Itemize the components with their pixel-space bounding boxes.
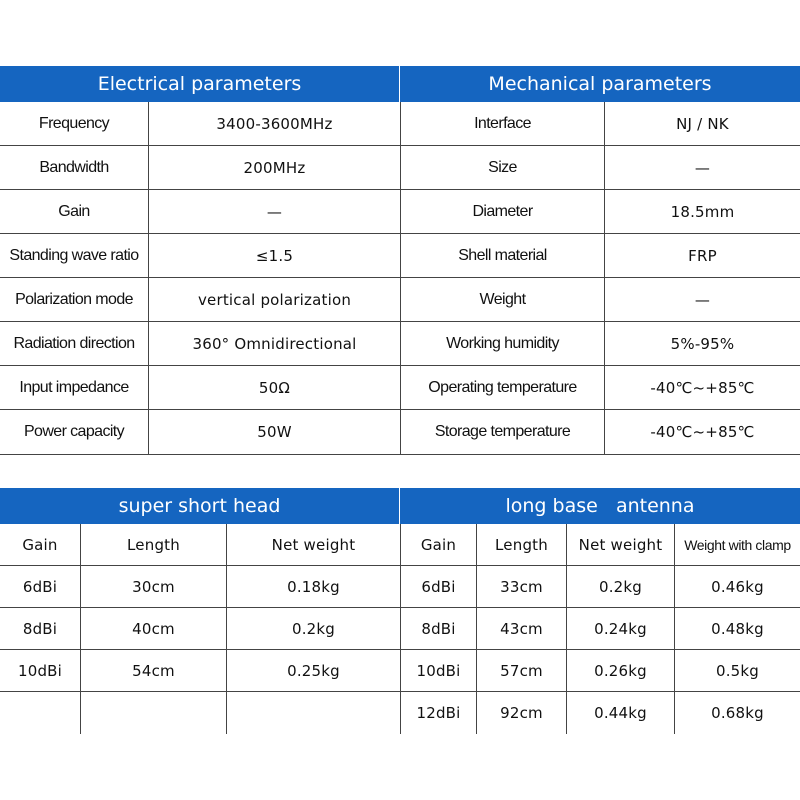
mechanical-value: — bbox=[604, 146, 800, 189]
long-base-antenna-header: long base antenna bbox=[505, 495, 695, 517]
mechanical-label: Diameter bbox=[400, 190, 604, 233]
models-body bbox=[0, 524, 800, 734]
mechanical-value: FRP bbox=[604, 234, 800, 277]
length-cell bbox=[80, 692, 226, 734]
mechanical-value: 18.5mm bbox=[604, 190, 800, 233]
net-weight-cell: 0.26kg bbox=[566, 650, 674, 691]
electrical-label: Frequency bbox=[38, 114, 110, 132]
mechanical-value: -40℃~+85℃ bbox=[604, 410, 800, 454]
mechanical-label: Size bbox=[400, 146, 604, 189]
electrical-value: 50W bbox=[148, 410, 400, 454]
length-cell: 92cm bbox=[476, 692, 566, 734]
electrical-value: — bbox=[148, 190, 400, 233]
gain-cell: 6dBi bbox=[22, 577, 58, 596]
column-header: Length bbox=[476, 524, 566, 565]
mechanical-value: -40℃~+85℃ bbox=[604, 366, 800, 409]
gain-cell: 10dBi bbox=[17, 661, 63, 680]
column-header: Length bbox=[80, 524, 226, 565]
table-row bbox=[0, 366, 800, 410]
column-header-row bbox=[0, 524, 800, 566]
net-weight-cell bbox=[226, 692, 400, 734]
weight-with-clamp-cell: 0.48kg bbox=[674, 608, 800, 649]
electrical-value: 3400-3600MHz bbox=[148, 102, 400, 145]
table-row bbox=[0, 410, 800, 454]
table-row bbox=[0, 234, 800, 278]
gain-cell: 8dBi bbox=[400, 608, 476, 649]
net-weight-cell: 0.2kg bbox=[226, 608, 400, 649]
gain-cell: 8dBi bbox=[22, 619, 58, 638]
net-weight-cell: 0.18kg bbox=[226, 566, 400, 607]
table-row bbox=[0, 608, 800, 650]
electrical-label: Power capacity bbox=[23, 423, 125, 440]
gain-cell bbox=[0, 692, 80, 734]
parameters-header-row bbox=[0, 66, 800, 102]
table-row bbox=[0, 190, 800, 234]
mechanical-value: NJ / NK bbox=[604, 102, 800, 145]
electrical-label: Gain bbox=[58, 202, 90, 220]
length-cell: 54cm bbox=[80, 650, 226, 691]
mechanical-parameters-header: Mechanical parameters bbox=[488, 73, 712, 95]
mechanical-label: Weight bbox=[400, 278, 604, 321]
length-cell: 33cm bbox=[476, 566, 566, 607]
electrical-value: 360° Omnidirectional bbox=[148, 322, 400, 365]
electrical-label: Polarization mode bbox=[15, 290, 133, 308]
electrical-value: 200MHz bbox=[148, 146, 400, 189]
length-cell: 30cm bbox=[80, 566, 226, 607]
weight-with-clamp-cell: 0.5kg bbox=[674, 650, 800, 691]
gain-cell: 12dBi bbox=[400, 692, 476, 734]
table-row bbox=[0, 322, 800, 366]
electrical-value: ≤1.5 bbox=[148, 234, 400, 277]
mechanical-label: Storage temperature bbox=[400, 410, 604, 454]
column-header: Net weight bbox=[226, 524, 400, 565]
electrical-parameters-header: Electrical parameters bbox=[0, 66, 400, 102]
column-header: Net weight bbox=[566, 524, 674, 565]
table-row bbox=[0, 566, 800, 608]
gain-cell: 6dBi bbox=[400, 566, 476, 607]
electrical-value: vertical polarization bbox=[148, 278, 400, 321]
net-weight-cell: 0.24kg bbox=[566, 608, 674, 649]
parameters-body bbox=[0, 102, 800, 455]
table-row bbox=[0, 146, 800, 190]
length-cell: 57cm bbox=[476, 650, 566, 691]
mechanical-value: 5%-95% bbox=[604, 322, 800, 365]
mechanical-label: Interface bbox=[400, 102, 604, 145]
column-header: Gain bbox=[400, 524, 476, 565]
parameters-table bbox=[0, 66, 800, 455]
electrical-label: Standing wave ratio bbox=[9, 246, 139, 264]
net-weight-cell: 0.44kg bbox=[566, 692, 674, 734]
electrical-label: Input impedance bbox=[19, 378, 129, 396]
mechanical-value: — bbox=[604, 278, 800, 321]
table-row bbox=[0, 278, 800, 322]
electrical-label: Bandwidth bbox=[39, 158, 109, 176]
super-short-head-header: super short head bbox=[0, 488, 400, 524]
mechanical-label: Working humidity bbox=[400, 322, 604, 365]
column-header: Weight with clamp bbox=[674, 524, 800, 565]
net-weight-cell: 0.25kg bbox=[226, 650, 400, 691]
antenna-models-table bbox=[0, 488, 800, 734]
net-weight-cell: 0.2kg bbox=[566, 566, 674, 607]
length-cell: 43cm bbox=[476, 608, 566, 649]
models-header-row bbox=[0, 488, 800, 524]
weight-with-clamp-cell: 0.46kg bbox=[674, 566, 800, 607]
electrical-value: 50Ω bbox=[148, 366, 400, 409]
mechanical-label: Shell material bbox=[400, 234, 604, 277]
table-row bbox=[0, 692, 800, 734]
mechanical-label: Operating temperature bbox=[400, 366, 604, 409]
electrical-label: Radiation direction bbox=[13, 334, 135, 352]
table-row bbox=[0, 102, 800, 146]
table-row bbox=[0, 650, 800, 692]
gain-cell: 10dBi bbox=[400, 650, 476, 691]
length-cell: 40cm bbox=[80, 608, 226, 649]
weight-with-clamp-cell: 0.68kg bbox=[674, 692, 800, 734]
column-header: Gain bbox=[22, 535, 58, 554]
